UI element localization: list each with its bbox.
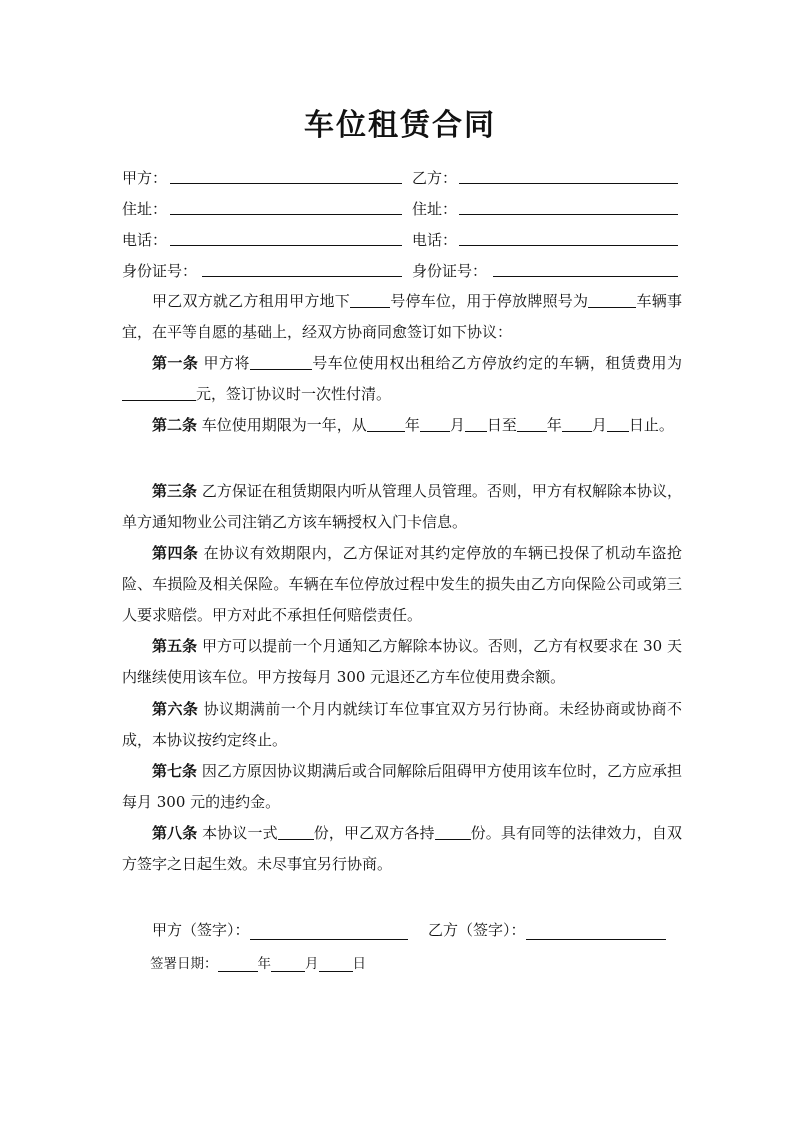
- article-1-spot-blank[interactable]: [250, 353, 312, 370]
- party-a-signature: [152, 919, 408, 940]
- article-8: [122, 818, 682, 880]
- article-2-month-1: 月: [449, 416, 465, 434]
- article-8-heading: 第八条: [152, 824, 198, 842]
- article-7-heading: 第七条: [152, 762, 198, 780]
- party-b-id-field[interactable]: [493, 276, 678, 277]
- party-a-signature-field[interactable]: [250, 923, 408, 940]
- signing-year-label: 年: [257, 956, 271, 972]
- party-row-phone: [122, 227, 682, 253]
- signing-day-field[interactable]: [319, 957, 353, 972]
- party-a-id-label: 身份证号：: [122, 262, 198, 280]
- party-a-id-field[interactable]: [202, 276, 402, 277]
- article-3-heading: 第三条: [152, 482, 198, 500]
- article-1: [122, 348, 682, 410]
- article-6-heading: 第六条: [152, 700, 199, 718]
- signing-day-label: 日: [352, 956, 366, 972]
- article-2-day-2: 日止。: [628, 416, 674, 434]
- party-b-signature: [428, 919, 666, 940]
- copies-total-blank[interactable]: [278, 823, 314, 840]
- plate-number-blank[interactable]: [588, 291, 636, 308]
- article-2-year-1: 年: [404, 416, 420, 434]
- article-1-heading: 第一条: [152, 354, 199, 372]
- article-6-text: 协议期满前一个月内就续订车位事宜双方另行协商。未经协商或协商不成，本协议按约定终止。: [122, 700, 682, 749]
- party-a-address-label: 住址：: [122, 200, 168, 218]
- signing-month-label: 月: [305, 956, 319, 972]
- article-4: [122, 538, 682, 631]
- article-2-month-2: 月: [591, 416, 607, 434]
- end-day-blank[interactable]: [607, 415, 629, 432]
- party-a-address-field[interactable]: [170, 214, 402, 215]
- party-a-name-field[interactable]: [170, 183, 402, 184]
- article-1-text-3: 元，签订协议时一次性付清。: [196, 385, 392, 403]
- party-row-id: [122, 258, 682, 284]
- party-b-address-label: 住址：: [412, 200, 458, 218]
- article-5: [122, 631, 682, 693]
- party-b-signature-label: 乙方（签字）：: [428, 921, 526, 939]
- article-8-text-1: 本协议一式: [202, 824, 278, 842]
- article-2: [122, 410, 682, 441]
- end-month-blank[interactable]: [562, 415, 592, 432]
- article-7: [122, 756, 682, 818]
- article-2-heading: 第二条: [152, 416, 198, 434]
- end-year-blank[interactable]: [517, 415, 547, 432]
- article-3: [122, 476, 682, 538]
- start-day-blank[interactable]: [465, 415, 487, 432]
- article-4-heading: 第四条: [152, 544, 199, 562]
- party-b-id-label: 身份证号：: [412, 262, 488, 280]
- article-1-text-1: 甲方将: [203, 354, 250, 372]
- party-b-name-field[interactable]: [459, 183, 678, 184]
- intro-text-2: 号停车位，用于停放牌照号为: [390, 292, 589, 310]
- page-title: 车位租赁合同: [304, 108, 496, 143]
- start-year-blank[interactable]: [367, 415, 405, 432]
- signing-date-label: 签署日期：: [150, 956, 218, 972]
- article-6: [122, 694, 682, 756]
- article-2-text-1: 车位使用期限为一年，从: [201, 416, 367, 434]
- article-8-text-2: 份，甲乙双方各持: [313, 824, 435, 842]
- party-a-phone-label: 电话：: [122, 231, 168, 249]
- party-row-name: [122, 165, 682, 191]
- article-3-text: 乙方保证在租赁期限内听从管理人员管理。否则，甲方有权解除本协议，单方通知物业公司注销乙方该车辆授权入门卡信息。: [122, 482, 682, 531]
- intro-paragraph: [122, 286, 682, 348]
- article-2-year-2: 年: [546, 416, 562, 434]
- party-b-signature-field[interactable]: [526, 923, 666, 940]
- article-2-day-1: 日至: [486, 416, 517, 434]
- party-a-signature-label: 甲方（签字）：: [152, 921, 250, 939]
- signing-month-field[interactable]: [271, 957, 305, 972]
- article-8-text-3: 份。具有同等的法律效力，自双方签字之日起生效。未尽事宜另行协商。: [122, 824, 682, 873]
- party-a-phone-field[interactable]: [170, 245, 402, 246]
- article-1-fee-blank[interactable]: [122, 384, 196, 401]
- intro-text-1: 甲乙双方就乙方租用甲方地下: [152, 292, 351, 310]
- article-5-heading: 第五条: [152, 637, 198, 655]
- intro-text-3: 车辆事宜，在平等自愿的基础上，经双方协商同愈签订如下协议：: [122, 292, 682, 341]
- copies-each-blank[interactable]: [435, 823, 471, 840]
- party-a-name-label: 甲方：: [122, 169, 168, 187]
- article-5-text: 甲方可以提前一个月通知乙方解除本协议。否则，乙方有权要求在 30 天内继续使用该车位。甲方按每月 300 元退还乙方车位使用费余额。: [122, 637, 682, 686]
- party-b-name-label: 乙方：: [412, 169, 458, 187]
- parking-number-blank[interactable]: [350, 291, 390, 308]
- signing-year-field[interactable]: [218, 957, 258, 972]
- article-1-text-2: 号车位使用权出租给乙方停放约定的车辆，租赁费用为: [311, 354, 682, 372]
- party-b-phone-label: 电话：: [412, 231, 458, 249]
- article-7-text: 因乙方原因协议期满后或合同解除后阻碍甲方使用该车位时，乙方应承担每月 300 元的违约金。: [122, 762, 682, 811]
- party-b-address-field[interactable]: [459, 214, 678, 215]
- article-4-text: 在协议有效期限内，乙方保证对其约定停放的车辆已投保了机动车盗抢险、车损险及相关保险。车辆在车位停放过程中发生的损失由乙方向保险公司或第三人要求赔偿。甲方对此不承担任何赔偿责任。: [122, 544, 682, 624]
- signing-date: [150, 952, 366, 972]
- start-month-blank[interactable]: [420, 415, 450, 432]
- party-row-address: [122, 196, 682, 222]
- party-b-phone-field[interactable]: [459, 245, 678, 246]
